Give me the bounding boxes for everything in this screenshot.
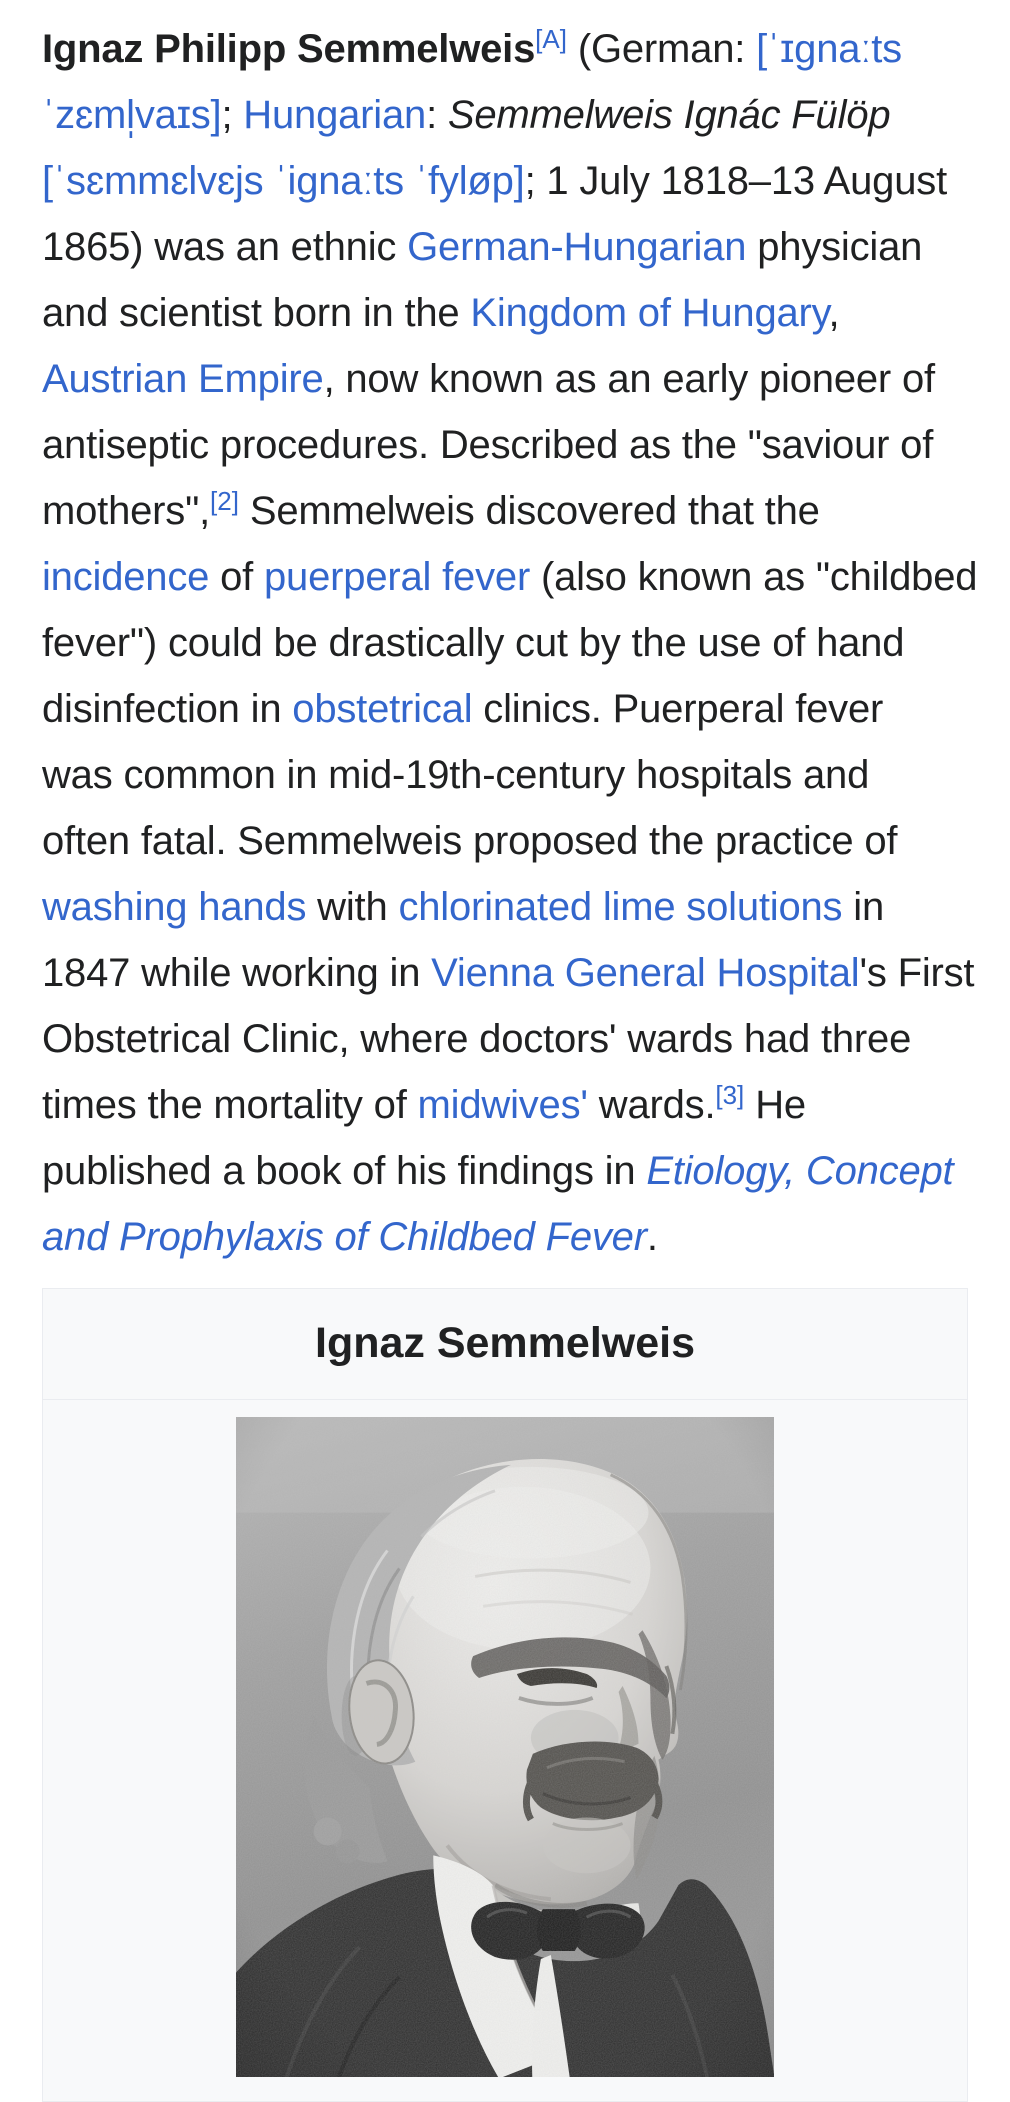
text-segment: published a book of his findings in <box>42 1149 647 1193</box>
paragraph-line <box>42 676 968 742</box>
intro-paragraph <box>42 16 978 1270</box>
paragraph-line <box>42 82 968 148</box>
text-segment: . <box>646 1215 658 1259</box>
link-german-ipa[interactable]: ˈzɛml̩vaɪs] <box>42 93 222 137</box>
text-segment: (also known as "childbed <box>530 555 978 599</box>
text-segment: Obstetrical Clinic, where doctors' wards had three <box>42 1017 912 1061</box>
text-segment: in <box>842 885 885 929</box>
link-chlorinated-lime-solutions[interactable]: chlorinated lime solutions <box>398 885 843 929</box>
link-puerperal-fever[interactable]: puerperal fever <box>264 555 531 599</box>
paragraph-line <box>42 1072 968 1138</box>
text-segment: often fatal. Semmelweis proposed the practice of <box>42 819 898 863</box>
text-segment: disinfection in <box>42 687 293 731</box>
text-segment: ; 1 July 1818–13 August <box>524 159 947 203</box>
infobox <box>42 1288 968 2102</box>
text-segment: of <box>209 555 265 599</box>
text-segment: fever") could be drastically cut by the use of hand <box>42 621 905 665</box>
link-hungarian-ipa[interactable]: [ˈsɛmmɛlvɛjs ˈiɡnaːts ˈfyløp] <box>42 159 525 203</box>
link-german-hungarian[interactable]: German-Hungarian <box>407 225 747 269</box>
text-segment: clinics. Puerperal fever <box>472 687 884 731</box>
link-washing-hands[interactable]: washing hands <box>42 885 307 929</box>
paragraph-line <box>42 742 968 808</box>
paragraph-line <box>42 16 968 82</box>
paragraph-line <box>42 1204 968 1270</box>
paragraph-line <box>42 214 968 280</box>
footnote-link-2[interactable]: [2] <box>210 486 239 516</box>
paragraph-line <box>42 1138 968 1204</box>
paragraph-line <box>42 544 978 610</box>
link-obstetrical[interactable]: obstetrical <box>292 687 473 731</box>
text-segment: Semmelweis discovered that the <box>238 489 820 533</box>
paragraph-line <box>42 940 975 1006</box>
hungarian-name-italic: Semmelweis Ignác Fülöp <box>447 93 891 137</box>
portrait-image[interactable] <box>236 1417 774 2077</box>
text-segment: 1847 while working in <box>42 951 432 995</box>
text-segment: 1865) was an ethnic <box>42 225 408 269</box>
paragraph-line <box>42 346 968 412</box>
text-segment: was common in mid-19th-century hospitals and <box>42 753 870 797</box>
paragraph-line <box>42 808 968 874</box>
link-kingdom-of-hungary[interactable]: Kingdom of Hungary <box>470 291 829 335</box>
link-austrian-empire[interactable]: Austrian Empire <box>42 357 324 401</box>
paragraph-line <box>42 280 968 346</box>
link-incidence[interactable]: incidence <box>42 555 210 599</box>
text-segment: ; <box>221 93 244 137</box>
text-segment: (German: <box>566 27 757 71</box>
infobox-title: Ignaz Semmelweis <box>315 1319 695 1367</box>
paragraph-line <box>42 610 968 676</box>
link-midwives[interactable]: midwives' <box>417 1083 588 1127</box>
footnote-link-3[interactable]: [3] <box>715 1080 745 1110</box>
paragraph-line <box>42 148 968 214</box>
paragraph-line <box>42 478 968 544</box>
paragraph-line <box>42 1006 968 1072</box>
text-segment: 's First <box>859 951 975 995</box>
text-segment: wards. <box>587 1083 716 1127</box>
footnote-link-a-sup <box>535 24 567 54</box>
text-segment: , now known as an early pioneer of <box>323 357 935 401</box>
text-segment: and scientist born in the <box>42 291 471 335</box>
link-vienna-general-hospital[interactable]: Vienna General Hospital <box>431 951 860 995</box>
link-german-ipa[interactable]: [ˈɪɡnaːts <box>756 27 902 71</box>
footnote-link-a[interactable]: [A] <box>535 24 567 54</box>
text-segment: mothers", <box>42 489 211 533</box>
paragraph-line <box>42 874 968 940</box>
text-segment: times the mortality of <box>42 1083 418 1127</box>
paragraph-line <box>42 412 968 478</box>
link-etiology-book[interactable]: and Prophylaxis of Childbed Fever <box>42 1215 647 1259</box>
text-segment: with <box>306 885 399 929</box>
subject-name-bold: Ignaz Philipp Semmelweis <box>42 27 536 71</box>
text-segment: antiseptic procedures. Described as the "saviour of <box>42 423 934 467</box>
infobox-image-cell <box>43 1399 967 2101</box>
link-hungarian-language[interactable]: Hungarian <box>243 93 427 137</box>
text-segment: , <box>828 291 840 335</box>
text-segment: : <box>426 93 448 137</box>
text-segment: physician <box>746 225 923 269</box>
text-segment: He <box>744 1083 806 1127</box>
footnote-link-2-sup <box>210 486 239 516</box>
link-etiology-book[interactable]: Etiology, Concept <box>646 1149 954 1193</box>
footnote-link-3-sup <box>715 1080 744 1110</box>
